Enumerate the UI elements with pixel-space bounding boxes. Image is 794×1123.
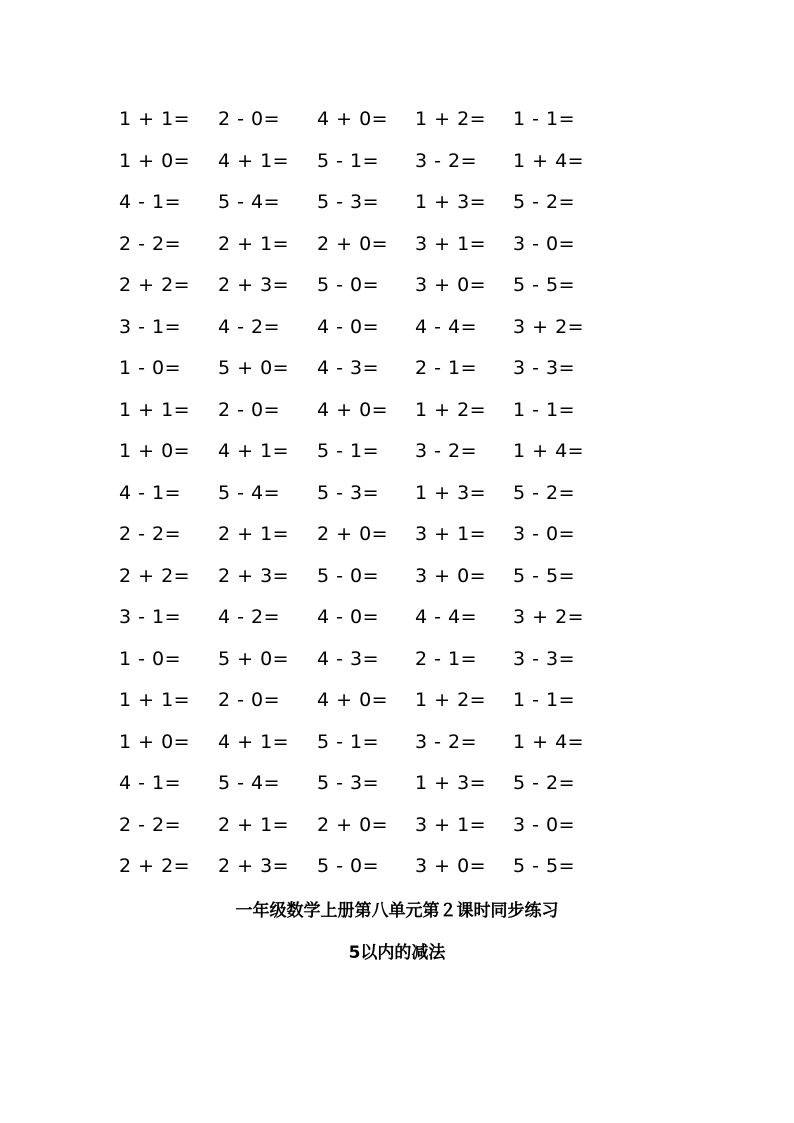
- math-problem: 3 - 2=: [415, 149, 478, 172]
- math-problem: 5 - 1=: [317, 440, 380, 462]
- math-problem: 2 + 3=: [218, 564, 290, 587]
- problem-row: [0, 685, 794, 715]
- math-problem: 3 + 1=: [415, 813, 487, 836]
- math-problem: 3 + 1=: [415, 523, 487, 545]
- math-problem: 1 + 3=: [415, 481, 487, 504]
- math-problem: 4 + 0=: [317, 108, 389, 130]
- math-problem: 1 - 1=: [513, 689, 576, 711]
- math-problem: 1 - 0=: [119, 647, 182, 670]
- math-problem: 2 + 3=: [218, 274, 290, 296]
- problem-row: [0, 146, 794, 176]
- math-problem: 1 + 3=: [415, 772, 487, 794]
- math-problem: 4 - 3=: [317, 357, 380, 379]
- problem-row: [0, 602, 794, 632]
- math-problem: 5 + 0=: [218, 647, 290, 670]
- math-problem: 3 + 2=: [513, 606, 585, 628]
- problem-row: [0, 436, 794, 466]
- math-problem: 3 - 1=: [119, 315, 182, 338]
- math-problem: 5 - 0=: [317, 564, 380, 587]
- math-problem: 4 - 1=: [119, 191, 182, 213]
- math-problem: 5 + 0=: [218, 357, 290, 379]
- math-problem: 2 - 0=: [218, 689, 281, 711]
- math-problem: 2 + 1=: [218, 813, 290, 836]
- math-problem: 2 - 1=: [415, 647, 478, 670]
- problem-row: [0, 810, 794, 840]
- math-problem: 4 - 3=: [317, 647, 380, 670]
- math-problem: 2 + 1=: [218, 523, 290, 545]
- math-problem: 4 + 0=: [317, 689, 389, 711]
- problem-row: [0, 229, 794, 259]
- problem-row: [0, 519, 794, 549]
- math-problem: 1 - 1=: [513, 108, 576, 130]
- math-problem: 2 + 3=: [218, 855, 290, 877]
- math-problem: 1 + 0=: [119, 730, 191, 753]
- math-problem: 2 + 1=: [218, 232, 290, 255]
- math-problem: 4 + 0=: [317, 398, 389, 421]
- math-problem: 5 - 2=: [513, 772, 576, 794]
- math-problem: 4 + 1=: [218, 730, 290, 753]
- problem-row: [0, 644, 794, 674]
- math-problem: 2 + 2=: [119, 855, 191, 877]
- math-problem: 2 + 0=: [317, 813, 389, 836]
- math-problem: 3 - 0=: [513, 523, 576, 545]
- math-problem: 2 + 0=: [317, 232, 389, 255]
- math-problem: 3 - 0=: [513, 232, 576, 255]
- math-problem: 5 - 5=: [513, 855, 576, 877]
- math-problem: 3 - 2=: [415, 730, 478, 753]
- math-problem: 1 + 0=: [119, 440, 191, 462]
- math-problem: 1 + 2=: [415, 689, 487, 711]
- math-problem: 5 - 4=: [218, 772, 281, 794]
- math-problem: 5 - 1=: [317, 149, 380, 172]
- math-problem: 3 + 0=: [415, 564, 487, 587]
- math-problem: 3 + 0=: [415, 855, 487, 877]
- math-problem: 2 - 0=: [218, 108, 281, 130]
- problem-row: [0, 851, 794, 881]
- problem-row: [0, 187, 794, 217]
- math-problem: 1 + 0=: [119, 149, 191, 172]
- math-problem: 1 - 1=: [513, 398, 576, 421]
- math-problem: 1 + 1=: [119, 398, 191, 421]
- math-problem: 4 + 1=: [218, 440, 290, 462]
- problem-row: [0, 270, 794, 300]
- problem-row: [0, 768, 794, 798]
- worksheet-subtitle: 5以内的减法: [348, 943, 446, 963]
- math-problem: 1 + 2=: [415, 398, 487, 421]
- math-problem: 3 - 0=: [513, 813, 576, 836]
- math-problem: 2 + 0=: [317, 523, 389, 545]
- math-problem: 2 + 2=: [119, 564, 191, 587]
- problem-row: [0, 727, 794, 757]
- math-problem: 3 - 3=: [513, 647, 576, 670]
- math-problem: 2 - 2=: [119, 813, 182, 836]
- math-problem: 4 - 1=: [119, 772, 182, 794]
- math-problem: 4 - 4=: [415, 606, 478, 628]
- math-problem: 4 - 2=: [218, 315, 281, 338]
- math-problem: 1 + 4=: [513, 149, 585, 172]
- math-problem: 3 - 1=: [119, 606, 182, 628]
- math-problem: 5 - 4=: [218, 191, 281, 213]
- math-problem: 5 - 2=: [513, 191, 576, 213]
- math-problem: 1 - 0=: [119, 357, 182, 379]
- math-problem: 3 + 2=: [513, 315, 585, 338]
- math-problem: 2 - 2=: [119, 232, 182, 255]
- problem-row: [0, 353, 794, 383]
- math-problem: 1 + 3=: [415, 191, 487, 213]
- problem-row: [0, 104, 794, 134]
- math-problem: 1 + 4=: [513, 440, 585, 462]
- math-problem: 2 - 2=: [119, 523, 182, 545]
- math-problem: 5 - 3=: [317, 481, 380, 504]
- problem-row: [0, 312, 794, 342]
- math-problem: 4 + 1=: [218, 149, 290, 172]
- math-problem: 4 - 1=: [119, 481, 182, 504]
- worksheet-title: 一年级数学上册第八单元第２课时同步练习: [235, 901, 559, 921]
- math-problem: 3 - 3=: [513, 357, 576, 379]
- math-problem: 2 + 2=: [119, 274, 191, 296]
- math-problem: 4 - 0=: [317, 315, 380, 338]
- math-problem: 5 - 3=: [317, 772, 380, 794]
- math-problem: 3 + 0=: [415, 274, 487, 296]
- math-problem: 5 - 5=: [513, 564, 576, 587]
- problem-row: [0, 478, 794, 508]
- math-problem: 4 - 2=: [218, 606, 281, 628]
- math-problem: 3 - 2=: [415, 440, 478, 462]
- problem-row: [0, 395, 794, 425]
- math-problem: 5 - 2=: [513, 481, 576, 504]
- math-problem: 5 - 3=: [317, 191, 380, 213]
- math-problem: 5 - 0=: [317, 855, 380, 877]
- math-problem: 5 - 4=: [218, 481, 281, 504]
- problem-row: [0, 561, 794, 591]
- math-problem: 5 - 1=: [317, 730, 380, 753]
- math-problem: 4 - 4=: [415, 315, 478, 338]
- math-problem: 2 - 1=: [415, 357, 478, 379]
- math-problem: 2 - 0=: [218, 398, 281, 421]
- math-problem: 1 + 1=: [119, 689, 191, 711]
- math-problem: 1 + 4=: [513, 730, 585, 753]
- math-problem: 3 + 1=: [415, 232, 487, 255]
- math-problem: 1 + 2=: [415, 108, 487, 130]
- math-problem: 5 - 0=: [317, 274, 380, 296]
- math-problem: 1 + 1=: [119, 108, 191, 130]
- math-problem: 5 - 5=: [513, 274, 576, 296]
- math-problem: 4 - 0=: [317, 606, 380, 628]
